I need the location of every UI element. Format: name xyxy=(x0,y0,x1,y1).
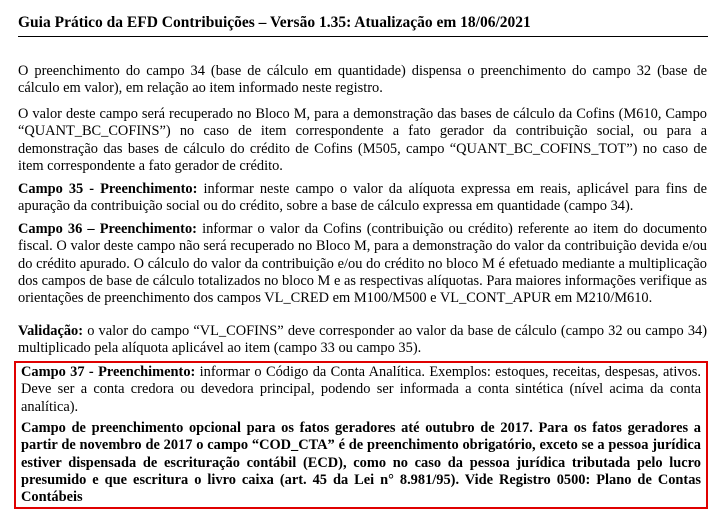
highlight-box xyxy=(14,361,708,509)
paragraph-cod-cta-obrigatorio: Campo de preenchimento opcional para os fatos geradores até outubro de 2017. Para os fatos geradores a partir de novembro de 2017 o campo “COD_CTA” é de preenchimento obrigatório, exceto se a pessoa jurídica estiver dispensada de escrituração contábil (ECD), como no caso da pessoa jurídica tributada pelo lucro presumido e que escritura o livro caixa (art. 45 da Lei n° 8.981/95). Vide Registro 0500: Plano de Contas Contábeis xyxy=(21,420,701,506)
campo-37-label: Campo 37 - Preenchimento: xyxy=(21,364,196,380)
paragraph-campo-34: O preenchimento do campo 34 (base de cálculo em quantidade) dispensa o preenchimento do campo 32 (base de cálculo em valor), em relação ao item informado neste registro. xyxy=(18,63,707,97)
paragraph-campo-36 xyxy=(18,221,707,307)
validacao-text: o valor do campo “VL_COFINS” deve corresponder ao valor da base de cálculo (campo 32 ou campo 34) multiplicado pela alíquota aplicável ao item (campo 33 ou campo 35). xyxy=(18,323,707,357)
campo-36-text: informar o valor da Cofins (contribuição ou crédito) referente ao item do documento fiscal. O valor deste campo não será recuperado no Bloco M, para a demonstração do valor da contribuição devida e/ou do crédito apurado. O cálculo do valor da contribuição e/ou do crédito no bloco M é efetuado mediante a multiplicação dos campos de base de cálculo totalizados no bloco M e as respectivas alíquotas. Para maiores informações verifique as orientações de preenchimento dos campos VL_CRED em M100/M500 e VL_CONT_APUR em M210/M610. xyxy=(18,221,707,307)
paragraph-validacao xyxy=(18,323,707,358)
page-header-title: Guia Prático da EFD Contribuições – Versão 1.35: Atualização em 18/06/2021 xyxy=(18,14,531,31)
validacao-label: Validação: xyxy=(18,323,84,339)
campo-36-label: Campo 36 – Preenchimento: xyxy=(18,221,197,237)
paragraph-campo-35 xyxy=(18,181,707,216)
paragraph-campo-37 xyxy=(21,364,701,416)
campo-35-text: informar neste campo o valor da alíquota expressa em reais, aplicável para fins de apuração da contribuição social ou do crédito, sobre a base de cálculo expressa em quantidade (campo 34). xyxy=(18,181,707,215)
campo-37-text: informar o Código da Conta Analítica. Exemplos: estoques, receitas, despesas, ativos. Deve ser a conta credora ou devedora principal, podendo ser informada a conta sintética (nível acima da conta analítica). xyxy=(21,364,701,415)
header-divider xyxy=(18,36,708,37)
campo-35-label: Campo 35 - Preenchimento: xyxy=(18,181,198,197)
paragraph-bloco-m: O valor deste campo será recuperado no Bloco M, para a demonstração das bases de cálculo da Cofins (M610, Campo “QUANT_BC_COFINS”) no caso de item correspondente a fato gerador da contribuição social, ou para a demonstração das bases de cálculo do crédito de Cofins (M505, campo “QUANT_BC_COFINS_TOT”) no caso de item correspondente a fato gerador de crédito. xyxy=(18,106,707,174)
